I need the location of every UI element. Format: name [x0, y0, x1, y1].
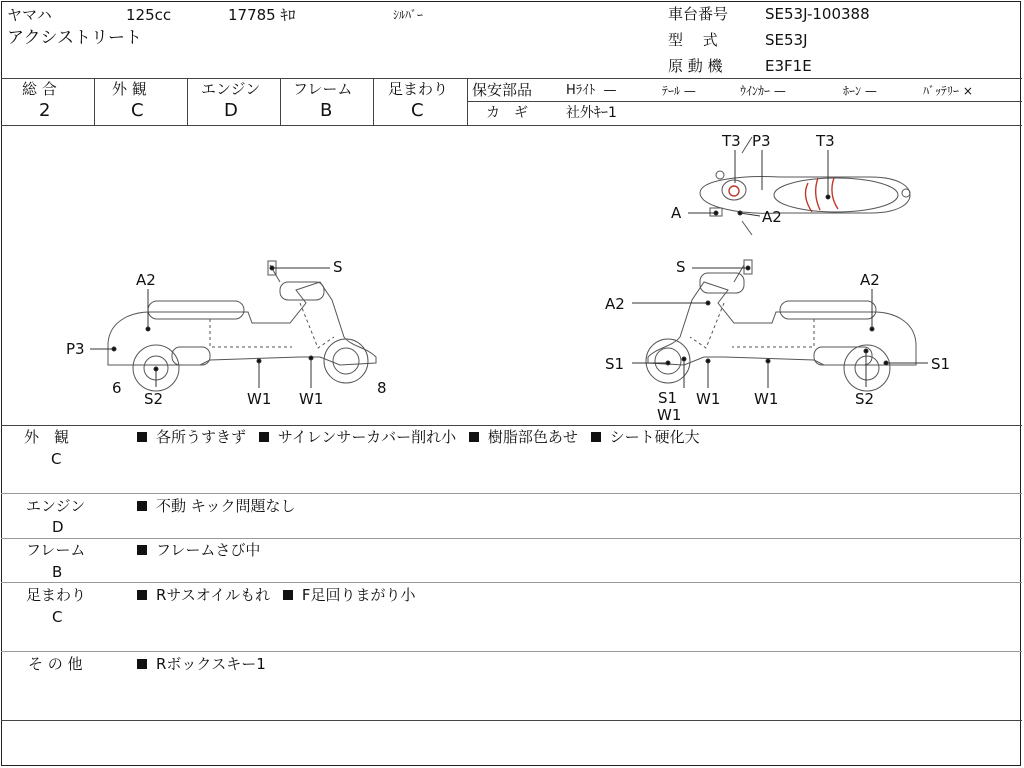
label-w1-left-a: W1 [247, 390, 272, 408]
bullet-icon [137, 432, 147, 442]
label-s1-right-lower: S1 [658, 389, 678, 407]
label-a2-right-front: A2 [605, 295, 625, 313]
comment-title-frame: フレーム [26, 541, 86, 559]
safety-item-winker: ｳｲﾝｶｰ — [740, 84, 786, 98]
comment-grade-exterior: C [51, 450, 62, 468]
label-s1-right-rear: S1 [931, 355, 951, 373]
safety-item-headlight: Hﾗｲﾄ — [566, 83, 617, 98]
bullet-icon [469, 432, 479, 442]
divider [1, 78, 1022, 79]
safety-item-battery: ﾊﾞｯﾃﾘｰ × [923, 84, 973, 98]
label-a2-right-rear: A2 [860, 271, 880, 289]
divider [187, 78, 188, 125]
bullet-icon [137, 501, 147, 511]
grade-value-engine: D [224, 100, 238, 121]
comment-items-exterior: 各所うすきず サイレンサーカバー削れ小 樹脂部色あせ シート硬化大 [137, 428, 700, 446]
divider [1, 651, 1022, 652]
color-value: ｼﾙﾊﾞｰ [393, 8, 424, 22]
type-label: 型 式 [668, 31, 718, 49]
divider [467, 101, 1022, 102]
grade-label-suspension: 足まわり [388, 80, 449, 98]
label-s2-left: S2 [144, 390, 164, 408]
divider [1, 582, 1022, 583]
label-w1-right-c: W1 [754, 390, 779, 408]
mileage: 17785 ｷﾛ [228, 6, 296, 24]
divider [280, 78, 281, 125]
divider [1, 720, 1022, 721]
scooter-damage-diagram [0, 125, 1022, 425]
label-t3-front: T3 [722, 132, 741, 150]
label-w1-left-b: W1 [299, 390, 324, 408]
grade-value-total: 2 [39, 100, 51, 121]
type-value: SE53J [765, 31, 808, 49]
model-name: アクシストリート [7, 28, 142, 48]
comment-grade-suspension: C [52, 608, 63, 626]
grade-label-engine: エンジン [201, 80, 261, 98]
engine-value: E3F1E [765, 57, 812, 75]
bullet-icon [283, 590, 293, 600]
comment-items-frame: フレームさび中 [137, 541, 260, 559]
grade-label-total: 総 合 [22, 80, 57, 98]
bullet-icon [137, 659, 147, 669]
label-t3-seat: T3 [816, 132, 835, 150]
label-s-left: S [333, 258, 343, 276]
comment-title-other: そ の 他 [28, 655, 83, 673]
label-a-top: A [671, 204, 682, 222]
divider [1, 493, 1022, 494]
divider [1, 538, 1022, 539]
comment-items-suspension: Rサスオイルもれ F足回りまがり小 [137, 586, 416, 604]
safety-item-tail: ﾃｰﾙ — [662, 84, 696, 98]
key-label: カ ギ [486, 105, 528, 121]
key-value: 社外ｷｰ1 [566, 105, 617, 121]
grade-label-frame: フレーム [293, 80, 353, 98]
engine-label: 原 動 機 [668, 57, 723, 75]
comment-title-exterior: 外 観 [24, 428, 70, 446]
safety-item-horn: ﾎｰﾝ — [843, 84, 877, 98]
comment-grade-engine: D [52, 518, 64, 536]
label-p3-left: P3 [66, 340, 85, 358]
label-s-right: S [676, 258, 686, 276]
comment-items-engine: 不動 キック問題なし [137, 497, 295, 515]
divider [1, 425, 1022, 426]
label-a2-top: A2 [762, 208, 782, 226]
label-w1-right-a: W1 [657, 406, 682, 424]
label-a2-left: A2 [136, 271, 156, 289]
comment-title-suspension: 足まわり [26, 586, 87, 604]
grade-value-exterior: C [131, 100, 144, 121]
bullet-icon [591, 432, 601, 442]
safety-title: 保安部品 [472, 81, 533, 99]
label-6-left: 6 [112, 379, 122, 397]
chassis-label: 車台番号 [668, 5, 729, 23]
comment-grade-frame: B [52, 563, 63, 581]
grade-label-exterior: 外 観 [112, 80, 147, 98]
grade-value-frame: B [320, 100, 333, 121]
label-p3-top: P3 [752, 132, 771, 150]
grade-value-suspension: C [411, 100, 424, 121]
label-8-left: 8 [377, 379, 387, 397]
bullet-icon [137, 545, 147, 555]
maker: ヤマハ [7, 6, 52, 24]
label-w1-right-b: W1 [696, 390, 721, 408]
chassis-value: SE53J-100388 [765, 5, 870, 23]
displacement: 125cc [126, 6, 172, 24]
comment-title-engine: エンジン [26, 497, 86, 515]
divider [373, 78, 374, 125]
label-s1-right-front: S1 [605, 355, 625, 373]
bullet-icon [137, 590, 147, 600]
comment-items-other: Rボックスキー1 [137, 655, 266, 673]
damage-marks [729, 178, 838, 212]
divider [94, 78, 95, 125]
bullet-icon [259, 432, 269, 442]
label-s2-right: S2 [855, 390, 875, 408]
